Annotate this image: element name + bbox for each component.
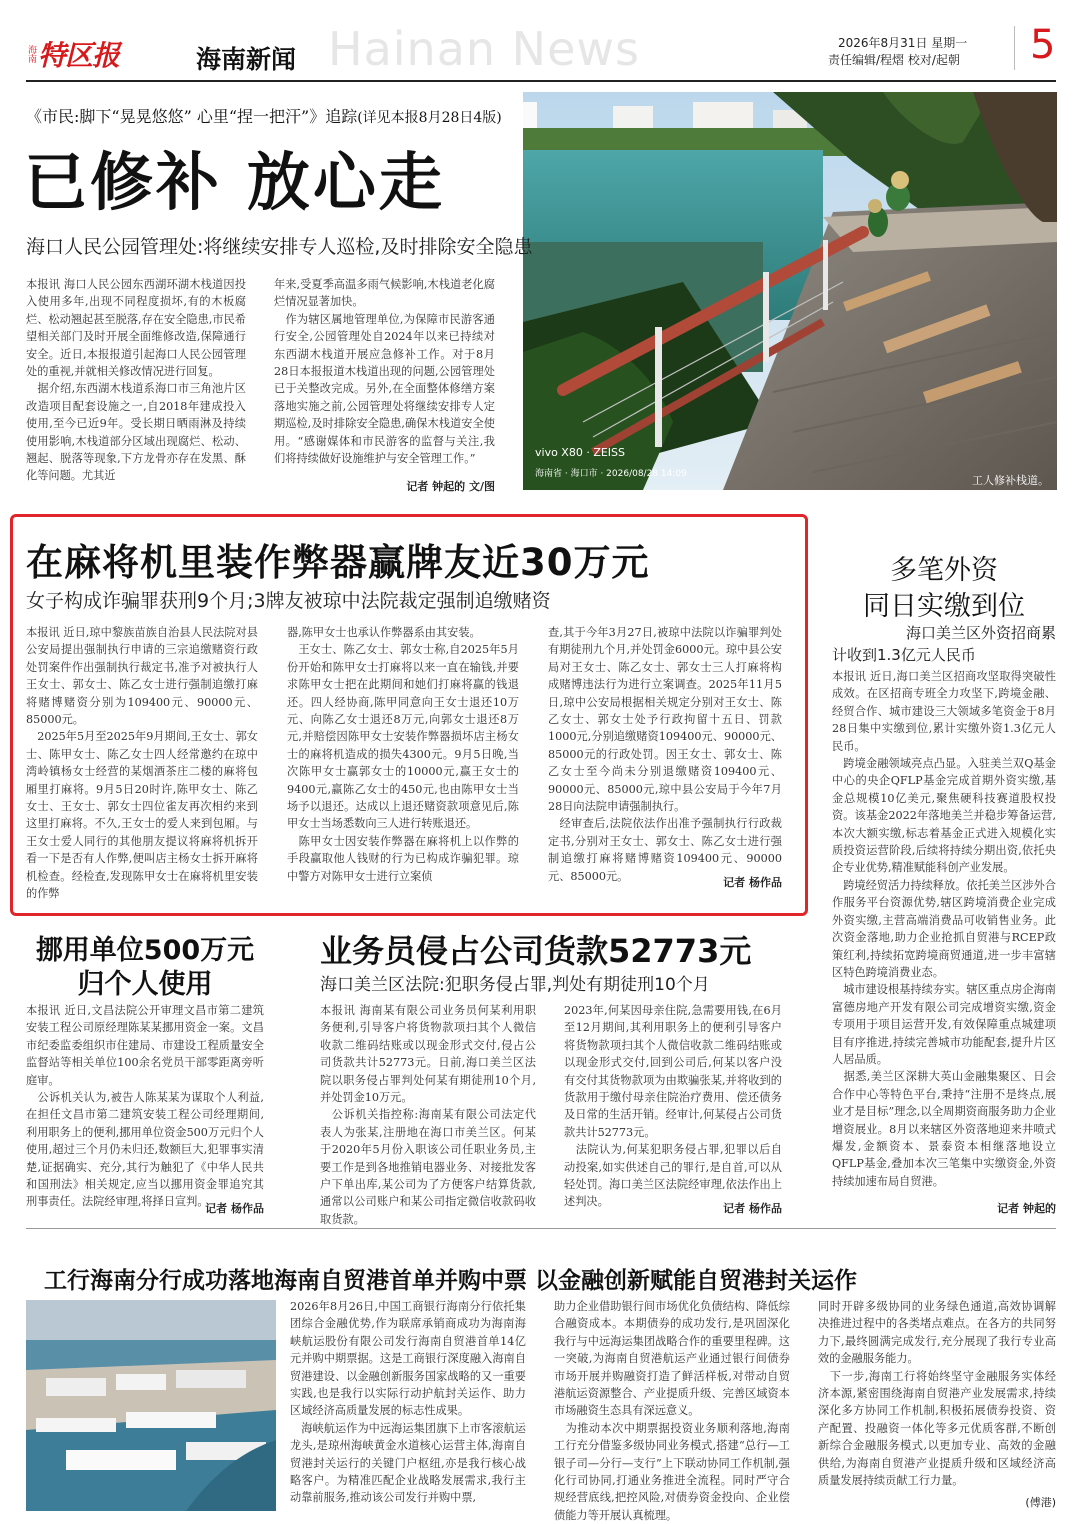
story5-headline: 工行海南分行成功落地海南自贸港首单并购中票 以金融创新赋能自贸港封关运作 [44,1268,858,1294]
sidebar-headline-line2: 同日实缴到位 [863,591,1025,622]
story3-body: 本报讯 近日,文昌法院公开审理文昌市第二建筑安装工程公司原经理陈某某挪用资金一案。文昌市纪委监委组织市住建局、市建设工程质量安全监督站等相关单位100余名党员干部零距离旁听庭审。 公诉机关认为,被告人陈某某为谋取个人利益,在担任文昌市第二建筑安装工程公司经理期间,利用职务上的便利,挪用单位资金500万元归个人使用,超过三个月仍未归还,数额巨大,犯罪事实清楚,证据确实、充分,其行为触犯了《中华人民共和国刑法》相关规定,应当以挪用资金罪追究其刑事责任。法院经审理,将择日宣判。 [26,1004,264,1209]
sidebar-subhead-line2: 计收到1.3亿元人民币 [832,646,976,664]
story4-headline: 业务员侵占公司货款52773元 [320,932,752,970]
lead-kicker-note: (详见本报8月28日4版) [357,110,502,126]
photo-location-stamp: 海南省 · 海口市 · 2026/08/28 14:09 [535,469,687,479]
masthead-rule [26,80,1056,82]
lead-photo [523,92,1057,490]
story3-headline-line2: 归个人使用 [77,969,213,1000]
story5-body-column-3: 同时开辟多级协同的业务绿色通道,高效协调解决推进过程中的各类堵点难点。在各方的共同努力下,最终圆满完成发行,充分展现了我行专业高效的金融服务能力。 下一步,海南工行将始终坚守金融服务实体经济本源,紧密围绕海南自贸港产业发展需求,持续深化多方协同工作机制,积极拓展债券投资、资产配置、投融资一体化等多元优质客群,不断创新综合金融服务模式,以更加专业、高效的金融供给,为海南自贸港产业提质升级和区域经济高质量发展持续贡献工行力量。 [818,1300,1056,1488]
photo-watermark: vivo X80 · ZEISS [535,446,626,459]
story2-subhead: 女子构成诈骗罪获刑9个月;3牌友被琼中法院裁定强制追缴赌资 [26,590,551,612]
photo-caption: 工人修补栈道。 [972,474,1049,487]
lead-body-column-1: 本报讯 海口人民公园东西湖环湖木栈道因投入使用多年,出现不同程度损坏,有的木板腐烂、松动翘起甚至脱落,存在安全隐患,市民希望相关部门及时开展全面维修改造,保障通行安全。近日,本报报道引起海口人民公园管理处的重视,并就相关修改情况进行回复。 据介绍,东西湖木栈道系海口市三角池片区改造项目配套设施之一,自2018年建成投入使用,至今已近9年。受长期日晒雨淋及持续使用影响,木栈道部分区域出现腐烂、松动、翘起、脱落等现象,下方龙骨亦存在发黑、酥化等问题。尤其近 [26,278,246,483]
issue-date: 2026年8月31日 星期一 [838,36,968,50]
port-aerial-illustration [26,1300,276,1511]
story5-body-column-2: 助力企业借助银行间市场优化负债结构、降低综合融资成本。本期债券的成功发行,是巩固深化我行与中远海运集团战略合作的重要里程碑。这一突破,为海南自贸港航运产业通过银行间债券市场开展并购融资打造了鲜活样板,对带动自贸港航运资源整合、产业提质升级、完善区域资本市场融资生态具有深远意义。 为推动本次中期票据投资业务顺利落地,海南工行充分借鉴多级协同业务模式,搭建“总行—工银子司—分行—支行”上下联动协同工作机制,强化行司协同,打通业务推进全流程。同时严守合规经营底线,把控风险,对债券资金投向、企业偿债能力等开展认真梳理。 [554,1300,790,1522]
story2-headline: 在麻将机里装作弊器赢牌友近30万元 [26,541,650,584]
bottom-section-rule [26,1228,1056,1229]
sidebar-byline: 记者 钟起的 [997,1202,1056,1215]
boardwalk-photo-illustration [523,92,1057,490]
lead-body-column-2: 年来,受夏季高温多雨气候影响,木栈道老化腐烂情况显著加快。 作为辖区属地管理单位,为保障市民游客通行安全,公园管理处自2024年以来已持续对东西湖木栈道开展应急修补工作。对于8月28日本报报道木栈道出现的问题,公园管理处已于关整改完成。另外,在全面整体修缮方案落地实施之前,公园管理处将继续安排专人定期巡检,及时排除安全隐患,确保木栈道安全使用。“感谢媒体和市民游客的监督与关注,我们将持续做好设施维护与安全管理工作。” [274,278,495,466]
story5-body-column-1: 2026年8月26日,中国工商银行海南分行依托集团综合金融优势,作为联席承销商成功为海南海峡航运股份有限公司发行海南自贸港首单14亿元并购中期票据。这是工商银行深度融入海南自贸港建设、以金融创新服务国家战略的又一重要实践,也是我行以实际行动护航封关运作、助力区域经济高质量发展的标志性成果。 海峡航运作为中远海运集团旗下上市客滚航运龙头,是琼州海峡黄金水道核心运营主体,海南自贸港封关运行的关键门户枢纽,亦是我行核心战略客户。为精准匹配企业战略发展需求,我行主动靠前服务,推动该公司发行并购中票, [290,1300,526,1505]
story2-byline: 记者 杨作品 [723,876,782,889]
story4-subhead: 海口美兰区法院:犯职务侵占罪,判处有期徒刑10个月 [320,975,710,995]
newspaper-logo [26,36,132,72]
sidebar-body: 本报讯 近日,海口美兰区招商攻坚取得突破性成效。在区招商专班全力攻坚下,跨境金融、经贸合作、城市建设三大领域多笔资金于8月28日集中实缴到位,累计实缴外资1.3亿元人民币。 跨境金融领域亮点凸显。入驻美兰双Q基金中心的央企QFLP基金完成首期外资实缴,基金总规模10亿美元,聚焦硬科技赛道股权投资。该基金2022年落地美兰并稳步筹备运营,本次大额实缴,标志着基金正式进入规模化实质投资运营阶段,后续将持续分期出资,依托央企专业优势,精准赋能科创产业发展。 跨境经贸活力持续释放。依托美兰区涉外合作服务平台资源优势,辖区跨境消费企业完成外资实缴,主营高端消费品可收销售业务。此次资金落地,助力企业抢抓自贸港与RCEP政策红利,持续拓宽跨境商贸通道,进一步丰富辖区特色跨境消费业态。 城市建设根基持续夯实。辖区重点房企海南富德房地产开发有限公司完成增资实缴,资金专项用于项目运营开发,有效保障重点城建项目有序推进,持续完善城市功能配套,提升片区人居品质。 据悉,美兰区深耕大英山金融集聚区、日会合作中心等特色平台,秉持“注册不是终点,展业才是目标”理念,以全周期资商服务助力企业增资展业。8月以来辖区外资落地迎来井喷式爆发,金额资本、景泰资本相继落地设立QFLP基金,叠加本次三笔集中实缴资金,外资持续加速布局自贸港。 [832,670,1056,1188]
story4-byline: 记者 杨作品 [723,1202,782,1215]
story3-byline: 记者 杨作品 [205,1202,264,1215]
sidebar-subhead-line1: 海口美兰区外资招商累 [905,624,1056,642]
logo-small: 海南 [26,45,36,63]
header-divider [1014,26,1015,70]
section-title-english: Hainan News [328,22,640,76]
lead-kicker [26,104,502,127]
story3-headline-line1: 挪用单位500万元 [35,935,255,966]
port-aerial-photo [26,1300,276,1511]
sidebar-headline-line1: 多笔外资 [890,555,998,586]
lead-byline: 记者 钟起的 文/图 [406,480,495,493]
story2-body-column-2: 器,陈甲女士也承认作弊器系由其安装。 王女士、陈乙女士、郭女士称,自2025年5月份开始和陈甲女士打麻将以来一直在输钱,并要求陈甲女士把在此期间和她们打麻将赢的钱退还。四人经协商,陈甲同意向王女士退还10万元、向陈乙女士退还8万元,向郭女士退还8万元,并赔偿因陈甲女士安装作弊器损坏店主杨女士的麻将机造成的损失4300元。9月5日晚,当次陈甲女士赢郭女士的10000元,赢王女士的9400元,赢陈乙女士的450元,也由陈甲女士当场予以退还。达成以上退还赌资款项意见后,陈甲女士当场悉数向三人进行转账退还。 陈甲女士因安装作弊器在麻将机上以作弊的手段赢取他人钱财的行为已构成诈骗犯罪。琼中警方对陈甲女士进行立案侦 [287,626,519,883]
page-number: 5 [1030,22,1056,68]
masthead [0,0,1080,92]
section-title: 海南新闻 [196,45,297,74]
lead-kicker-text: 《市民:脚下“晃晃悠悠” 心里“捏一把汗”》追踪 [26,107,358,126]
story2-body-column-3: 查,其于今年3月27日,被琼中法院以诈骗罪判处有期徒刑九个月,并处罚金6000元。琼中县公安局对王女士、陈乙女士、郭女士三人打麻将构成赌博违法行为进行立案调查。2025年11月5日,琼中公安局根据相关规定分别对王女士、陈乙女士、郭女士处予行政拘留十五日、罚款1000元,分别追缴赌资109400元、90000元、85000元的行政处罚。因王女士、郭女士、陈乙女士至今尚未分别退缴赌资109400元、90000元、85000元,琼中县公安局于今年7月28日向法院申请强制执行。 经审查后,法院依法作出准予强制执行行政裁定书,分别对王女士、郭女士、陈乙女士进行强制追缴打麻将赌博赌资109400元、90000元、85000元。 [548,626,782,883]
editor-credits: 责任编辑/程熠 校对/起朝 [828,53,960,67]
logo-text: 特区报 [38,39,120,72]
story4-body-column-1: 本报讯 海南某有限公司业务员何某利用职务便利,引导客户将货物款项扫其个人微信收款二维码结账或以现金形式交付,侵占公司货款共计52773元。日前,海口美兰区法院以职务侵占罪判处何某有期徒刑10个月,并处罚金10万元。 公诉机关指控称:海南某有限公司法定代表人为张某,注册地在海口市美兰区。何某于2020年5月份入职该公司任职业务员,主要工作是到各地推销电器业务、对接批发客户下单出库,某公司为了方便客户结算货款,通常以公司账户和某公司指定微信收款码收取货款。 [320,1004,536,1226]
lead-subhead: 海口人民公园管理处:将继续安排专人巡检,及时排除安全隐患 [26,236,533,258]
story5-byline: (傅港) [1025,1496,1056,1509]
lead-headline: 已修补 放心走 [24,146,445,219]
story4-body-column-2: 2023年,何某因母亲住院,急需要用钱,在6月至12月期间,其利用职务上的便利引导客户将货物款项扫其个人微信收款二维码结账或以现金形式交付,回到公司后,何某以客户没有交付其货物款项为由欺骗张某,并将收到的货款用于缴付母亲住院治疗费用、偿还债务及日常的生活开销。经审计,何某侵占公司货款共计52773元。 法院认为,何某犯职务侵占罪,犯罪以后自动投案,如实供述自己的罪行,是自首,可以从轻处罚。海口美兰区法院经审理,依法作出上述判决。 [564,1004,782,1209]
story2-body-column-1: 本报讯 近日,琼中黎族苗族自治县人民法院对县公安局提出强制执行申请的三宗追缴赌资行政处罚案件作出强制执行裁定书,准予对被执行人王女士、郭女士、陈乙女士进行强制追缴打麻将赌博赌资分别为109400元、90000元、85000元。 2025年5月至2025年9月期间,王女士、郭女士、陈甲女士、陈乙女士四人经常邀约在琼中湾岭镇杨女士经营的某烟酒茶庄二楼的麻将包厢里打麻将。9月5日20时许,陈甲女士、陈乙女士、王女士、郭女士四位雀友再次相约来到这里打麻将。不久,王女士的爱人来到包厢。与王女士爱人同行的其他朋友提议将麻将机拆开看一下是否有人作弊,便叫店主杨女士拆开麻将机检查。经检查,发现陈甲女士在麻将机里安装的作弊 [26,626,258,901]
